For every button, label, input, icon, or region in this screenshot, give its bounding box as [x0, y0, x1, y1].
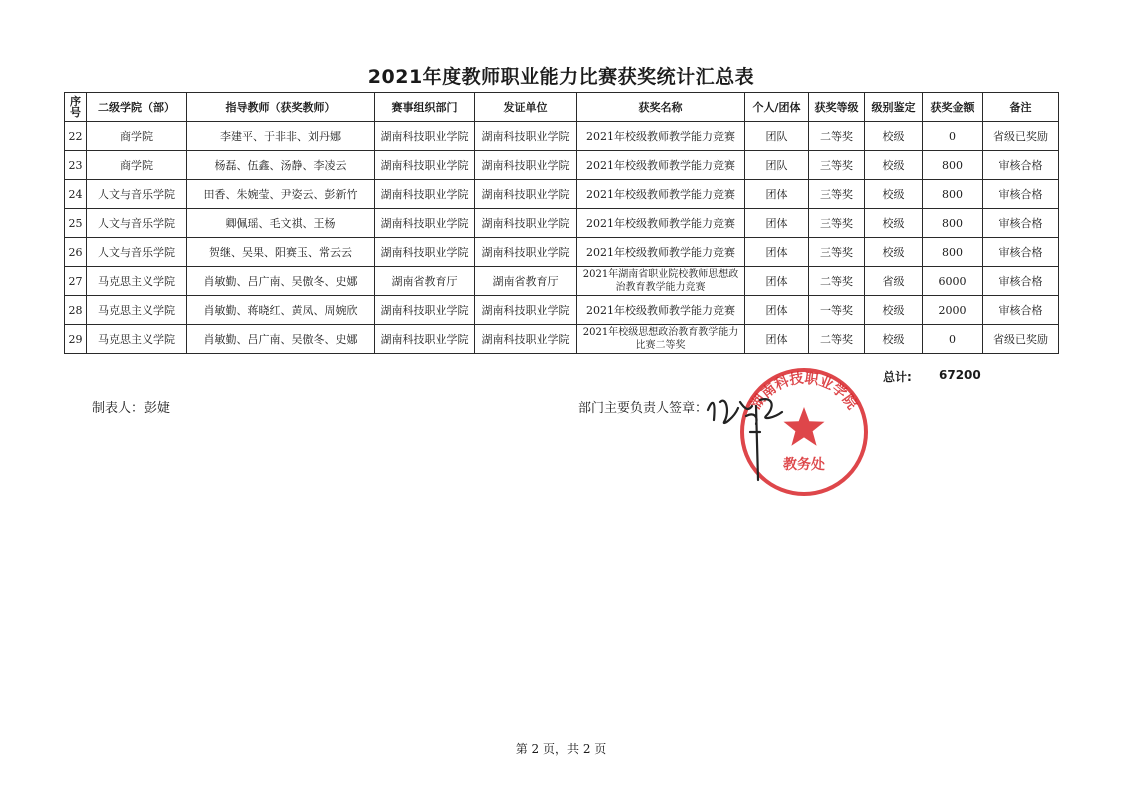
seq-cell: 22 — [65, 122, 87, 151]
teachers-cell: 杨磊、伍鑫、汤静、李凌云 — [187, 151, 375, 180]
teachers-cell: 肖敏勤、吕广南、吴傲冬、史娜 — [187, 267, 375, 296]
seq-cell: 28 — [65, 296, 87, 325]
remarks-cell: 审核合格 — [983, 151, 1059, 180]
table-row — [65, 267, 1059, 296]
remarks-cell: 审核合格 — [983, 180, 1059, 209]
issuer-cell: 湖南科技职业学院 — [475, 151, 577, 180]
teachers-cell: 卿佩瑶、毛文祺、王杨 — [187, 209, 375, 238]
page-title: 2021年度教师职业能力比赛获奖统计汇总表 — [367, 66, 755, 88]
amount-cell: 800 — [923, 151, 983, 180]
award-name-cell: 2021年校级教师教学能力竞赛 — [577, 209, 745, 238]
college-cell: 商学院 — [87, 122, 187, 151]
college-cell: 人文与音乐学院 — [87, 209, 187, 238]
seq-cell: 25 — [65, 209, 87, 238]
organizer-cell: 湖南科技职业学院 — [375, 325, 475, 354]
level-cell: 校级 — [865, 209, 923, 238]
issuer-cell: 湖南科技职业学院 — [475, 209, 577, 238]
total-value: 67200 — [939, 368, 981, 382]
level-cell: 校级 — [865, 122, 923, 151]
amount-cell: 0 — [923, 325, 983, 354]
level-cell: 校级 — [865, 238, 923, 267]
organizer-cell: 湖南科技职业学院 — [375, 296, 475, 325]
award-grade-cell: 三等奖 — [809, 238, 865, 267]
table-body — [65, 122, 1059, 354]
total-label: 总计: — [883, 370, 912, 384]
header-organizer: 赛事组织部门 — [375, 93, 475, 122]
award-grade-cell: 二等奖 — [809, 325, 865, 354]
seq-cell: 23 — [65, 151, 87, 180]
individual-team-cell: 团体 — [745, 296, 809, 325]
award-name-cell: 2021年校级教师教学能力竞赛 — [577, 296, 745, 325]
award-name-cell: 2021年校级教师教学能力竞赛 — [577, 151, 745, 180]
organizer-cell: 湖南省教育厅 — [375, 267, 475, 296]
issuer-cell: 湖南科技职业学院 — [475, 122, 577, 151]
table-row — [65, 180, 1059, 209]
header-level: 级别鉴定 — [865, 93, 923, 122]
header-issuer: 发证单位 — [475, 93, 577, 122]
amount-cell: 800 — [923, 238, 983, 267]
issuer-cell: 湖南科技职业学院 — [475, 180, 577, 209]
table-row — [65, 122, 1059, 151]
seq-cell: 26 — [65, 238, 87, 267]
individual-team-cell: 团体 — [745, 325, 809, 354]
teachers-cell: 田香、朱婉莹、尹姿云、彭新竹 — [187, 180, 375, 209]
award-grade-cell: 二等奖 — [809, 122, 865, 151]
preparer-label: 制表人：彭婕 — [92, 401, 171, 416]
awards-table — [64, 92, 1059, 354]
header-teachers: 指导教师（获奖教师） — [187, 93, 375, 122]
remarks-cell: 省级已奖励 — [983, 325, 1059, 354]
organizer-cell: 湖南科技职业学院 — [375, 238, 475, 267]
header-award-grade: 获奖等级 — [809, 93, 865, 122]
remarks-cell: 审核合格 — [983, 267, 1059, 296]
table-row — [65, 238, 1059, 267]
header-individual-team: 个人/团体 — [745, 93, 809, 122]
seq-cell: 29 — [65, 325, 87, 354]
award-grade-cell: 一等奖 — [809, 296, 865, 325]
award-grade-cell: 二等奖 — [809, 267, 865, 296]
header-seq: 序号 — [65, 93, 87, 122]
table-row — [65, 151, 1059, 180]
header-award-name: 获奖名称 — [577, 93, 745, 122]
remarks-cell: 审核合格 — [983, 209, 1059, 238]
table-row — [65, 296, 1059, 325]
award-name-cell: 2021年校级教师教学能力竞赛 — [577, 180, 745, 209]
seq-cell: 24 — [65, 180, 87, 209]
amount-cell: 2000 — [923, 296, 983, 325]
award-grade-cell: 三等奖 — [809, 151, 865, 180]
level-cell: 省级 — [865, 267, 923, 296]
individual-team-cell: 团队 — [745, 122, 809, 151]
level-cell: 校级 — [865, 151, 923, 180]
level-cell: 校级 — [865, 296, 923, 325]
award-grade-cell: 三等奖 — [809, 209, 865, 238]
individual-team-cell: 团体 — [745, 180, 809, 209]
header-college: 二级学院（部） — [87, 93, 187, 122]
issuer-cell: 湖南科技职业学院 — [475, 238, 577, 267]
table-row — [65, 325, 1059, 354]
teachers-cell: 李建平、于非非、刘丹娜 — [187, 122, 375, 151]
issuer-cell: 湖南省教育厅 — [475, 267, 577, 296]
remarks-cell: 审核合格 — [983, 296, 1059, 325]
signer-label: 部门主要负责人签章： — [578, 401, 709, 416]
seal-text: 湖南科技职业学院 — [748, 370, 860, 413]
award-name-cell: 2021年湖南省职业院校教师思想政治教育教学能力竞赛 — [577, 267, 745, 296]
college-cell: 马克思主义学院 — [87, 267, 187, 296]
college-cell: 人文与音乐学院 — [87, 180, 187, 209]
amount-cell: 800 — [923, 180, 983, 209]
teachers-cell: 贺继、吴果、阳赛玉、常云云 — [187, 238, 375, 267]
organizer-cell: 湖南科技职业学院 — [375, 209, 475, 238]
college-cell: 人文与音乐学院 — [87, 238, 187, 267]
table-header-row — [65, 93, 1059, 122]
teachers-cell: 肖敏勤、吕广南、吴傲冬、史娜 — [187, 325, 375, 354]
individual-team-cell: 团体 — [745, 209, 809, 238]
remarks-cell: 省级已奖励 — [983, 122, 1059, 151]
seq-cell: 27 — [65, 267, 87, 296]
individual-team-cell: 团体 — [745, 238, 809, 267]
college-cell: 商学院 — [87, 151, 187, 180]
amount-cell: 800 — [923, 209, 983, 238]
amount-cell: 0 — [923, 122, 983, 151]
award-name-cell: 2021年校级教师教学能力竞赛 — [577, 238, 745, 267]
remarks-cell: 审核合格 — [983, 238, 1059, 267]
individual-team-cell: 团队 — [745, 151, 809, 180]
college-cell: 马克思主义学院 — [87, 296, 187, 325]
table-row — [65, 209, 1059, 238]
level-cell: 校级 — [865, 325, 923, 354]
issuer-cell: 湖南科技职业学院 — [475, 325, 577, 354]
level-cell: 校级 — [865, 180, 923, 209]
college-cell: 马克思主义学院 — [87, 325, 187, 354]
teachers-cell: 肖敏勤、蒋晓红、黄凤、周婉欣 — [187, 296, 375, 325]
header-remarks: 备注 — [983, 93, 1059, 122]
award-name-cell: 2021年校级教师教学能力竞赛 — [577, 122, 745, 151]
award-name-cell: 2021年校级思想政治教育教学能力比赛二等奖 — [577, 325, 745, 354]
organizer-cell: 湖南科技职业学院 — [375, 180, 475, 209]
individual-team-cell: 团体 — [745, 267, 809, 296]
handwritten-signature — [700, 372, 810, 482]
issuer-cell: 湖南科技职业学院 — [475, 296, 577, 325]
amount-cell: 6000 — [923, 267, 983, 296]
organizer-cell: 湖南科技职业学院 — [375, 151, 475, 180]
header-amount: 获奖金额 — [923, 93, 983, 122]
award-grade-cell: 三等奖 — [809, 180, 865, 209]
seal-subtext: 教务处 — [783, 457, 825, 473]
page-footer: 第 2 页，共 2 页 — [515, 742, 607, 756]
organizer-cell: 湖南科技职业学院 — [375, 122, 475, 151]
